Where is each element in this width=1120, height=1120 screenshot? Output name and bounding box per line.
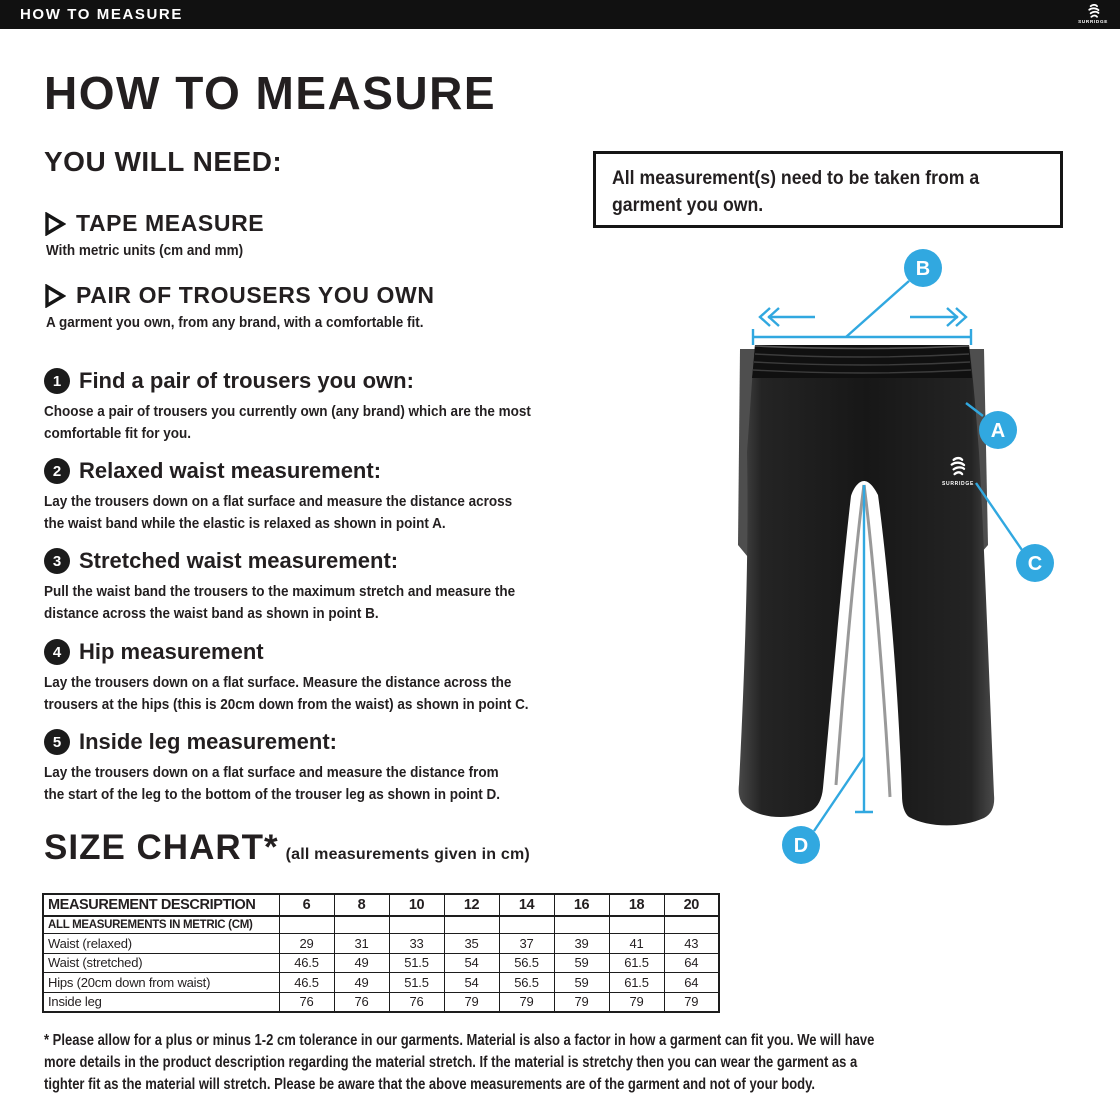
cell-value: 51.5 [389,973,444,993]
cell-value: 79 [609,992,664,1012]
measure-point-b-label: B [915,258,931,280]
measurement-note-box [593,151,1063,228]
step-description-line: the start of the leg to the bottom of the trouser leg as shown in point D. [44,785,501,803]
footnote-line: tighter fit as the material will stretch. Please be aware that the above measurements are of the garment and not of your body. [44,1076,816,1093]
cell-value: 29 [279,934,334,954]
size-chart-heading [44,828,530,868]
header-cell: 16 [554,894,609,916]
cell-value: 54 [444,973,499,993]
page-title: HOW TO MEASURE [44,67,497,119]
header-cell: 18 [609,894,664,916]
step-description-line: the waist band while the elastic is relaxed as shown in point A. [44,514,446,532]
triangle-bullet-icon [44,212,66,236]
row-label: Waist (stretched) [43,953,279,973]
cell-value: 59 [554,953,609,973]
measure-point-d-label: D [793,835,809,857]
trousers-body [739,345,995,825]
cell-value: 39 [554,934,609,954]
step-description-line: Pull the waist band the trousers to the maximum stretch and measure the [44,583,516,600]
cell-value: 59 [554,973,609,993]
step-3 [44,548,704,624]
cell-value: 46.5 [279,973,334,993]
table-row [43,953,719,973]
step-title: Find a pair of trousers you own: [79,368,414,393]
step-1 [44,368,704,444]
step-title: Hip measurement [79,639,264,664]
cell-value: 64 [664,953,719,973]
cell-value: 76 [334,992,389,1012]
cell-value: 51.5 [389,953,444,973]
top-bar [0,0,1120,29]
step-description-line: distance across the waist band as shown in point B. [44,604,379,622]
step-description-line: trousers at the hips (this is 20cm down from the waist) as shown in point C. [44,695,529,713]
garment-logo-wordmark: SURRIDGE [942,481,974,487]
step-description-line: Lay the trousers down on a flat surface and measure the distance from [44,764,499,781]
need-item-label: TAPE MEASURE [76,210,265,236]
surridge-wordmark: SURRIDGE [1078,19,1108,25]
cell-value: 41 [609,934,664,954]
step-title: Inside leg measurement: [79,729,337,754]
footnote-line: * Please allow for a plus or minus 1-2 cm tolerance in our garments. Material is also a factor in how a garment can fit you. We will have [44,1032,875,1049]
row-label: Inside leg [43,992,279,1012]
footnote-line: more details in the product description regarding the material stretch. If the material is stretchy then you can wear the garment as a [44,1054,858,1071]
cell-value: 43 [664,934,719,954]
cell-value: 33 [389,934,444,954]
need-item-description: A garment you own, from any brand, with a comfortable fit. [46,314,424,331]
row-label: Waist (relaxed) [43,934,279,954]
cell-value: 49 [334,973,389,993]
cell-value: 79 [499,992,554,1012]
step-description-line: Lay the trousers down on a flat surface and measure the distance across [44,493,513,510]
cell-value: 56.5 [499,953,554,973]
cell-value: 31 [334,934,389,954]
cell-value: 35 [444,934,499,954]
size-chart-subtitle: (all measurements given in cm) [285,846,530,863]
table-section-row [43,916,719,934]
header-cell: 12 [444,894,499,916]
surridge-logo [1078,4,1120,25]
cell-value: 76 [279,992,334,1012]
size-chart-table [42,893,720,1013]
need-item-description: With metric units (cm and mm) [46,242,244,259]
cell-value: 79 [444,992,499,1012]
step-number-badge: 5 [44,729,70,755]
cell-value: 56.5 [499,973,554,993]
cell-value: 49 [334,953,389,973]
cell-value: 46.5 [279,953,334,973]
need-item-label: PAIR OF TROUSERS YOU OWN [76,282,435,308]
header-cell: 10 [389,894,444,916]
cell-value: 76 [389,992,444,1012]
header-cell: 6 [279,894,334,916]
trousers-illustration [738,245,1064,877]
surridge-s-mark-icon [1085,4,1102,19]
size-chart-title: SIZE CHART* [44,828,279,867]
cell-value: 61.5 [609,973,664,993]
top-bar-title: HOW TO MEASURE [20,6,183,23]
you-will-need-heading: YOU WILL NEED: [44,146,283,177]
row-label: Hips (20cm down from waist) [43,973,279,993]
cell-value: 54 [444,953,499,973]
table-header-row [43,894,719,916]
table-row [43,934,719,954]
measure-point-c-label: C [1027,553,1043,575]
header-cell: 8 [334,894,389,916]
note-line: All measurement(s) need to be taken from a [612,168,980,189]
tolerance-footnote [44,1030,1033,1096]
note-line: garment you own. [612,195,764,216]
trousers-measurement-diagram [738,245,1064,877]
step-number-badge: 3 [44,548,70,574]
step-5 [44,729,704,805]
measure-point-a-label: A [990,420,1006,442]
header-cell: 14 [499,894,554,916]
step-number-badge: 1 [44,368,70,394]
cell-value: 79 [664,992,719,1012]
triangle-bullet-icon [44,284,66,308]
table-row [43,973,719,993]
cell-value: 37 [499,934,554,954]
waistband [752,345,972,378]
cell-value: 61.5 [609,953,664,973]
step-description-line: comfortable fit for you. [44,424,192,442]
step-title: Relaxed waist measurement: [79,458,382,483]
cell-value: 64 [664,973,719,993]
table-row [43,992,719,1012]
step-2 [44,458,704,534]
step-4 [44,639,704,715]
cell-value: 79 [554,992,609,1012]
step-description-line: Lay the trousers down on a flat surface. Measure the distance across the [44,674,512,691]
need-item-tape-measure [44,210,265,259]
step-number-badge: 4 [44,639,70,665]
need-item-trousers [44,282,465,331]
header-cell: 20 [664,894,719,916]
step-number-badge: 2 [44,458,70,484]
step-title: Stretched waist measurement: [79,548,399,573]
step-description-line: Choose a pair of trousers you currently own (any brand) which are the most [44,403,531,420]
section-cell: ALL MEASUREMENTS IN METRIC (CM) [43,916,279,934]
header-cell: MEASUREMENT DESCRIPTION [43,894,279,916]
